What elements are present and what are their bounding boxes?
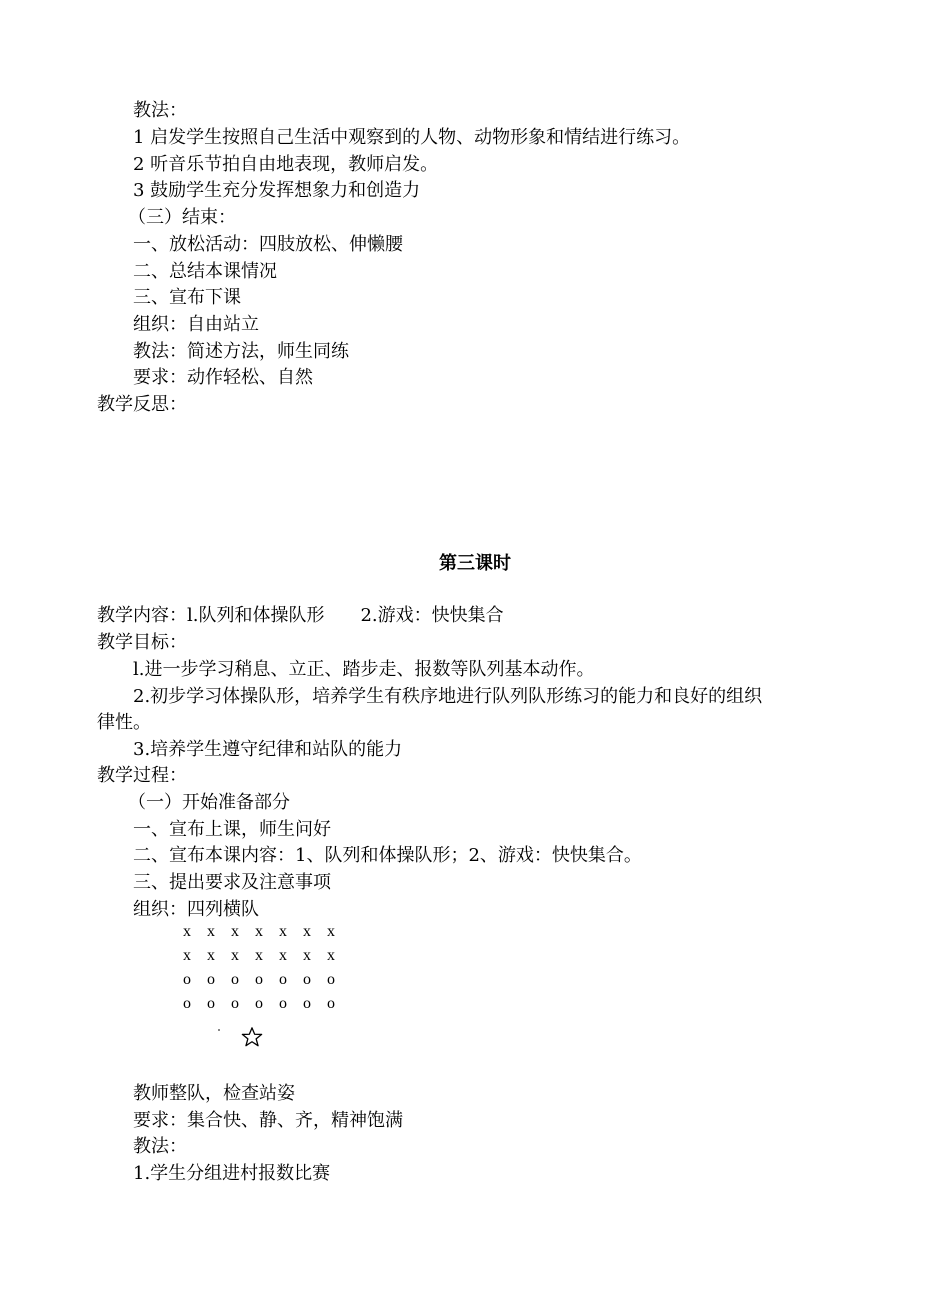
end-item-2: 二、总结本课情况 [133, 261, 277, 282]
method-item-1: 1 启发学生按照自己生活中观察到的人物、动物形象和情结进行练习。 [133, 127, 691, 148]
lesson-title: 第三课时 [439, 553, 511, 574]
requirement-line-2: 要求：集合快、静、齐，精神饱满 [133, 1110, 403, 1131]
teaching-method-label: 教法： [133, 100, 187, 121]
method-label-2: 教法： [133, 1136, 187, 1157]
method-item-lesson3-1: 1.学生分组进村报数比赛 [133, 1163, 331, 1184]
end-item-3: 三、宣布下课 [133, 287, 241, 308]
end-item-1: 一、放松活动：四肢放松、伸懒腰 [133, 234, 403, 255]
teacher-star-icon [241, 1026, 263, 1048]
method-line: 教法：简述方法，师生同练 [133, 341, 349, 362]
formation-row-3: o o o o o o o [183, 971, 341, 988]
step-1: 一、宣布上课，师生问好 [133, 819, 331, 840]
method-item-3: 3 鼓励学生充分发挥想象力和创造力 [133, 180, 421, 201]
goal-1: l.进一步学习稍息、立正、踏步走、报数等队列基本动作。 [133, 659, 595, 680]
stray-mark [218, 1029, 220, 1031]
goal-2-line-2: 律性。 [97, 712, 151, 733]
step-2: 二、宣布本课内容：1、队列和体操队形；2、游戏：快快集合。 [133, 845, 642, 866]
formation-row-1: x x x x x x x [183, 923, 341, 940]
organization-line: 组织：自由站立 [133, 314, 259, 335]
process-label: 教学过程： [97, 765, 187, 786]
goal-3: 3.培养学生遵守纪律和站队的能力 [133, 739, 403, 760]
method-item-2: 2 听音乐节拍自由地表现，教师启发。 [133, 154, 439, 175]
goal-2-line-1: 2.初步学习体操队形，培养学生有秩序地进行队列队形练习的能力和良好的组织 [133, 686, 763, 707]
end-heading: （三）结束： [128, 207, 236, 228]
formation-row-4: o o o o o o o [183, 995, 341, 1012]
reflection-label: 教学反思： [97, 394, 187, 415]
step-3: 三、提出要求及注意事项 [133, 872, 331, 893]
goals-label: 教学目标： [97, 632, 187, 653]
requirement-line: 要求：动作轻松、自然 [133, 367, 313, 388]
organization-line-2: 组织：四列横队 [133, 899, 259, 920]
formation-row-2: x x x x x x x [183, 947, 341, 964]
part-one-heading: （一）开始准备部分 [128, 792, 290, 813]
teaching-content: 教学内容：l.队列和体操队形 2.游戏：快快集合 [97, 605, 504, 626]
teacher-action: 教师整队，检查站姿 [133, 1083, 295, 1104]
